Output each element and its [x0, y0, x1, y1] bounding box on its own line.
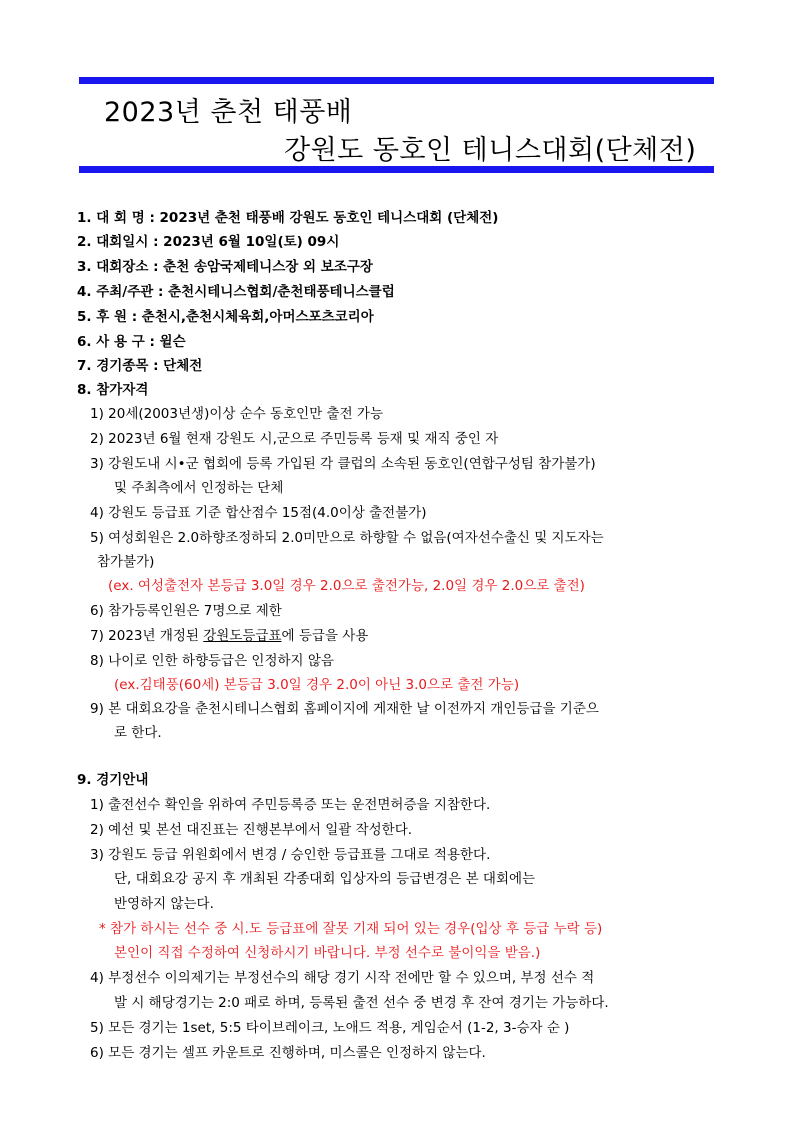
eligibility-item-4: 4) 강원도 등급표 기준 합산점수 15점(4.0이상 출전불가): [90, 505, 427, 521]
eligibility-item-8: 8) 나이로 인한 하향등급은 인정하지 않음: [90, 653, 334, 669]
overview-item-date: 2. 대회일시 : 2023년 6월 10일(토) 09시: [77, 234, 340, 250]
guide-heading: 9. 경기안내: [77, 772, 149, 788]
guide-warning-note: * 참가 하시는 선수 중 시.도 등급표에 잘못 기재 되어 있는 경우(입상 후 등급 누락 등): [99, 921, 603, 937]
guide-item-5: 5) 모든 경기는 1set, 5:5 타이브레이크, 노애드 적용, 게임순서 (1-2, 3-승자 순 ): [90, 1020, 570, 1036]
overview-item-name: 1. 대 회 명 : 2023년 춘천 태풍배 강원도 동호인 테니스대회 (단체전): [77, 210, 499, 226]
eligibility-item-1: 1) 20세(2003년생)이상 순수 동호인만 출전 가능: [90, 406, 383, 422]
bottom-accent-bar: [79, 166, 714, 173]
guide-item-1: 1) 출전선수 확인을 위하여 주민등록증 또는 운전면허증을 지참한다.: [90, 797, 491, 813]
overview-item-event: 7. 경기종목 : 단체전: [77, 358, 203, 374]
eligibility-item-3-cont: 및 주최측에서 인정하는 단체: [114, 480, 284, 496]
guide-item-4-cont: 발 시 해당경기는 2:0 패로 하며, 등록된 출전 선수 중 변경 후 잔여 경기는 가능하다.: [114, 995, 609, 1011]
guide-item-4: 4) 부정선수 이의제기는 부정선수의 해당 경기 시작 전에만 할 수 있으며, 부정 선수 적: [90, 970, 595, 986]
title-line-1: 2023년 춘천 태풍배: [104, 97, 353, 128]
eligibility-item-8-example: (ex.김태풍(60세) 본등급 3.0일 경우 2.0이 아닌 3.0으로 출전 가능): [114, 677, 520, 693]
eligibility-item-5: 5) 여성회원은 2.0하향조정하되 2.0미만으로 하향할 수 없음(여자선수출신 및 지도자는: [90, 530, 604, 546]
eligibility-item-5-example: (ex. 여성출전자 본등급 3.0일 경우 2.0으로 출전가능, 2.0일 경우 2.0으로 출전): [108, 578, 585, 594]
top-accent-bar: [79, 77, 714, 84]
guide-item-3-cont-1: 단, 대회요강 공지 후 개최된 각종대회 입상자의 등급변경은 본 대회에는: [114, 871, 536, 887]
eligibility-item-3: 3) 강원도내 시•군 협회에 등록 가입된 각 클럽의 소속된 동호인(연합구성팀 참가불가): [90, 456, 596, 472]
eligibility-item-5-cont: 참가불가): [97, 554, 155, 570]
title-line-2: 강원도 동호인 테니스대회(단체전): [284, 135, 697, 166]
overview-item-venue: 3. 대회장소 : 춘천 송암국제테니스장 외 보조구장: [77, 259, 373, 275]
overview-item-host: 4. 주최/주관 : 춘천시테니스협회/춘천태풍테니스클럽: [77, 284, 395, 300]
guide-item-6: 6) 모든 경기는 셀프 카운트로 진행하며, 미스콜은 인정하지 않는다.: [90, 1045, 486, 1061]
eligibility-heading: 8. 참가자격: [77, 382, 149, 398]
guide-item-3-cont-2: 반영하지 않는다.: [114, 896, 214, 912]
guide-warning-note-cont: 본인이 직접 수정하여 신청하시기 바랍니다. 부정 선수로 불이익을 받음.): [114, 945, 541, 961]
overview-item-sponsor: 5. 후 원 : 춘천시,춘천시체육회,아머스포츠코리아: [77, 309, 374, 325]
eligibility-item-2: 2) 2023년 6월 현재 강원도 시,군으로 주민등록 등재 및 재직 중인 자: [90, 431, 499, 447]
guide-item-3: 3) 강원도 등급 위원회에서 변경 / 승인한 등급표를 그대로 적용한다.: [90, 847, 491, 863]
eligibility-item-7-pre: 7) 2023년 개정된: [90, 628, 204, 644]
eligibility-item-7-post: 에 등급을 사용: [281, 628, 369, 644]
eligibility-item-9-cont: 로 한다.: [114, 725, 162, 741]
eligibility-item-7: [90, 627, 368, 645]
eligibility-item-6: 6) 참가등록인원은 7명으로 제한: [90, 603, 282, 619]
overview-item-ball: 6. 사 용 구 : 윌슨: [77, 334, 186, 350]
grade-table-link[interactable]: 강원도등급표: [203, 628, 282, 644]
eligibility-item-9: 9) 본 대회요강을 춘천시테니스협회 홈페이지에 게재한 날 이전까지 개인등급을 기준으: [90, 701, 599, 717]
guide-item-2: 2) 예선 및 본선 대진표는 진행본부에서 일괄 작성한다.: [90, 822, 413, 838]
